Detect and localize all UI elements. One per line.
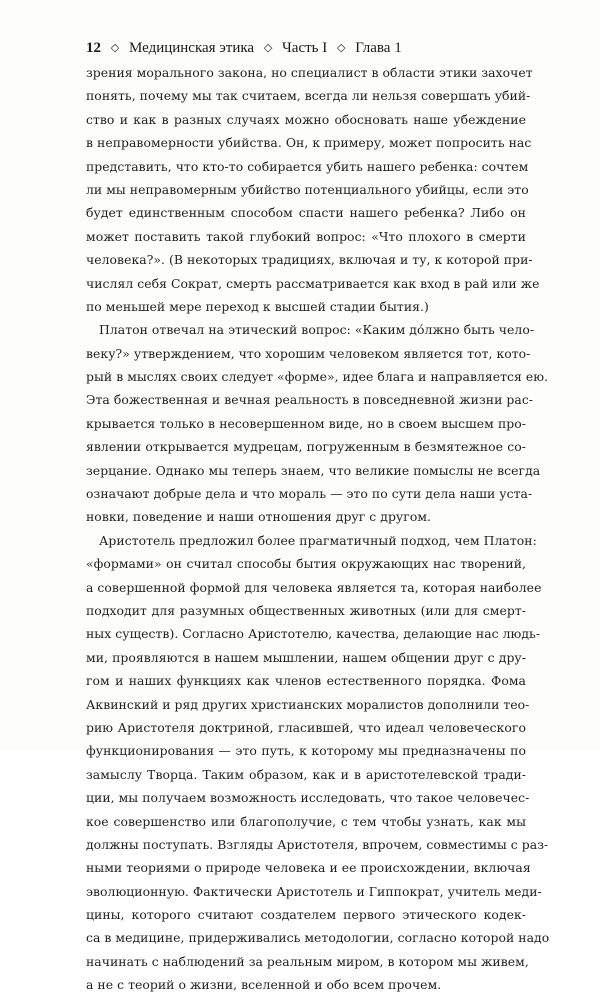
chapter-label: Глава 1	[355, 40, 402, 56]
text-line: будет единственным способом спасти нашего ребенка? Либо он	[86, 205, 526, 221]
part-label: Часть I	[282, 40, 328, 56]
text-line: замыслу Творца. Таким образом, как и в аристотелевской тради-	[86, 766, 526, 782]
text-line: может поставить такой глубокий вопрос: «Что плохого в смерти	[86, 228, 526, 244]
running-header	[86, 37, 526, 59]
text-line: кое совершенство или благополучие, с тем чтобы узнать, как мы	[86, 813, 526, 829]
separator-diamond-icon: ◇	[337, 42, 346, 54]
page-number: 12	[86, 40, 101, 56]
text-line: зрения морального закона, но специалист в области этики захочет	[86, 65, 533, 80]
text-line: явлении открывается мудрецам, погруженным в безмятежное со-	[86, 439, 526, 455]
text-line: Эта божественная и вечная реальность в повседневной жизни рас-	[86, 392, 534, 408]
text-line: ных существ). Согласно Аристотелю, качества, делающие нас людь-	[86, 626, 541, 642]
text-line: ными теориями о природе человека и ее происхождении, включая	[86, 860, 531, 876]
text-line: рый в мыслях своих следует «форме», идее блага и направляется ею.	[86, 369, 549, 385]
text-line: а совершенной формой для человека является та, которая наиболее	[86, 579, 542, 595]
body-text	[86, 61, 550, 997]
paragraph	[86, 318, 549, 529]
text-line: человека?». (В некоторых традициях, включая и ту, к которой при-	[86, 252, 533, 268]
text-line: ли мы неправомерным убийство потенциального убийцы, если это	[86, 181, 529, 197]
paragraph	[86, 61, 540, 318]
text-line: числял себя Сократ, смерть рассматривается как вход в рай или же	[86, 275, 540, 291]
text-line: ство и как в разных случаях можно обосновать наше убеждение	[86, 111, 526, 127]
text-line: цины, которого считают создателем первого этического кодек-	[86, 907, 526, 923]
separator-diamond-icon: ◇	[110, 42, 120, 54]
text-line: зерцание. Однако мы теперь знаем, что великие помыслы не всегда	[86, 462, 541, 478]
text-line: представить, что кто-то собирается убить нашего ребенка: сочтем	[86, 158, 529, 174]
text-line: Платон отвечал на этический вопрос: «Каким до́лжно быть чело-	[99, 322, 535, 338]
text-line: должны поступать. Взгляды Аристотеля, впрочем, совместимы с раз-	[86, 836, 549, 852]
text-line: подходит для разумных общественных животных (или для смерт-	[86, 602, 526, 618]
text-line: са в медицине, придерживались методологии, согласно которой надо	[86, 930, 550, 946]
separator-diamond-icon: ◇	[263, 42, 273, 54]
text-line: веку?» утверждением, что хорошим человеком является тот, кото-	[86, 345, 531, 361]
text-line: рию Аристотеля доктриной, гласившей, что идеал человеческого	[86, 719, 526, 735]
text-line: гом и наших функциях как членов естественного порядка. Фома	[86, 673, 526, 689]
text-line: функционирования — это путь, к которому мы предназначены по	[86, 743, 526, 759]
text-line: означают добрые дела и что мораль — это по сути дела наши уста-	[86, 486, 533, 502]
text-line: понять, почему мы так считаем, всегда ли нельзя совершать убий-	[86, 88, 531, 104]
text-line: Аквинский и ряд других христианских моралистов дополнили тео-	[86, 696, 530, 712]
text-line: Аристотель предложил более прагматичный подход, чем Платон:	[99, 532, 537, 548]
text-line: новки, поведение и наши отношения друг с другом.	[86, 509, 432, 525]
book-title: Медицинская этика	[128, 40, 255, 56]
text-line: в неправомерности убийства. Он, к примеру, может попросить нас	[86, 135, 532, 151]
text-line: ми, проявляются в нашем мышлении, нашем общении друг с дру-	[86, 649, 526, 665]
paragraph	[86, 529, 550, 997]
text-line: «формами» он считал способы бытия окружающих нас творений,	[86, 556, 526, 572]
text-line: начинать с наблюдений за реальным миром, в котором мы живем,	[86, 953, 529, 969]
text-line: ции, мы получаем возможность исследовать, что такое человечес-	[86, 790, 530, 806]
text-line: а не с теорий о жизни, вселенной и обо всем прочем.	[86, 977, 442, 993]
text-line: эволюционную. Фактически Аристотель и Гиппократ, учитель меди-	[86, 883, 542, 899]
text-line: крывается только в несовершенном виде, но в своем высшем про-	[86, 415, 526, 431]
text-line: по меньшей мере переход к высшей стадии бытия.)	[86, 298, 429, 314]
